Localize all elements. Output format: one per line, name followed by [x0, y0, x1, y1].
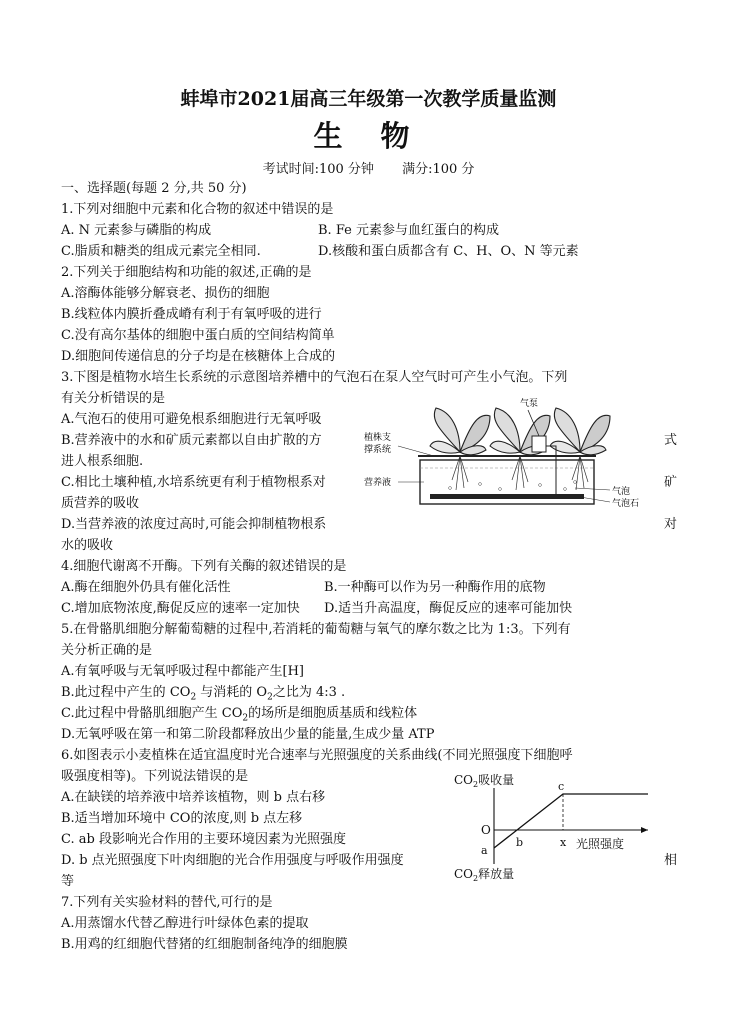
- hydroponic-system-figure: [360, 390, 660, 530]
- exam-title: 蚌埠市2021届高三年级第一次教学质量监测: [180, 88, 557, 110]
- q1-option-a: A. N 元素参与磷脂的构成: [61, 223, 212, 238]
- q5-stem-line2: 关分析正确的是: [61, 643, 153, 658]
- bubble-stone: [430, 494, 584, 499]
- q3-option-b-tail: 式: [664, 433, 678, 448]
- photosynthesis-graph: [448, 770, 658, 882]
- exam-info: [0, 158, 737, 177]
- subject-title: 生 物: [313, 119, 424, 153]
- origin-label: O: [481, 823, 491, 837]
- q2-option-b: B.线粒体内膜折叠成嵴有利于有氧呼吸的进行: [61, 307, 322, 322]
- q7-stem: 7.下列有关实验材料的替代,可行的是: [61, 895, 273, 910]
- q7-option-a: A.用蒸馏水代替乙醇进行叶绿体色素的提取: [61, 916, 309, 931]
- q4-option-d: D.适当升高温度，酶促反应的速率可能加快: [324, 601, 573, 616]
- q3-option-a: A.气泡石的使用可避免根系细胞进行无氧呼吸: [61, 412, 322, 427]
- label-support-2: 撑系统: [364, 445, 392, 455]
- q6-option-d-cont: 等: [61, 874, 75, 889]
- q6-stem-line2: 吸强度相等)。下列说法错误的是: [61, 769, 249, 784]
- q5-option-a: A.有氧呼吸与无氧呼吸过程中都能产生[H]: [61, 664, 305, 679]
- q5-option-d: D.无氧呼吸在第一和第二阶段都释放出少量的能量,生成少量 ATP: [61, 727, 435, 742]
- q3-stem-line1: 3.下图是植物水培生长系统的示意图培养槽中的气泡石在泵人空气时可产生小气泡。下列: [61, 370, 568, 385]
- q7-option-b: B.用鸡的红细胞代替猪的红细胞制备纯净的细胞膜: [61, 937, 348, 952]
- y-axis-label-top: $CO_2$吸收量: [454, 773, 515, 789]
- label-support-1: 植株支: [364, 433, 392, 443]
- label-pump: 气泵: [520, 399, 539, 409]
- q6-stem-line1: 6.如图表示小麦植株在适宜温度时光合速率与光照强度的关系曲线(不同光照强度下细胞呼: [61, 748, 573, 763]
- q6-option-d-tail: 相: [664, 853, 678, 868]
- q6-option-a: A.在缺镁的培养液中培养该植物，则 b 点右移: [61, 790, 326, 805]
- point-a-label: a: [481, 844, 488, 857]
- q4-stem: 4.细胞代谢离不开酶。下列有关酶的叙述错误的是: [61, 559, 347, 574]
- q3-option-b-cont: 进人根系细胞.: [61, 454, 144, 469]
- q5-option-b: B.此过程中产生的 $CO_2$ 与消耗的 $O_2$之比为 4:3 .: [61, 685, 346, 703]
- plant-left: [430, 408, 490, 455]
- point-b-label: b: [516, 836, 524, 849]
- q6-option-c: C. ab 段影响光合作用的主要环境因素为光照强度: [61, 832, 346, 847]
- x-axis-arrow: [641, 827, 648, 833]
- q4-option-c: C.增加底物浓度,酶促反应的速率一定加快: [61, 601, 300, 616]
- label-solution: 营养液: [364, 478, 392, 488]
- q5-stem-line1: 5.在骨骼肌细胞分解葡萄糖的过程中,若消耗的葡萄糖与氧气的摩尔数之比为 1:3。下列有: [61, 622, 571, 637]
- q3-option-c: C.相比土壤种植,水培系统更有利于植物根系对: [61, 475, 326, 490]
- q3-option-b: B.营养液中的水和矿质元素都以自由扩散的方: [61, 433, 322, 448]
- x-axis-label: 光照强度: [576, 837, 625, 851]
- q5-option-c: C.此过程中骨骼肌细胞产生 $CO_2$的场所是细胞质基质和线粒体: [61, 706, 418, 724]
- label-stone: 气泡石: [612, 499, 640, 509]
- support-leader: [398, 446, 434, 456]
- q3-option-c-tail: 矿: [664, 475, 678, 490]
- q1-stem: 1.下列对细胞中元素和化合物的叙述中错误的是: [61, 202, 334, 217]
- q3-option-d-tail: 对: [664, 517, 678, 532]
- q2-option-c: C.没有高尔基体的细胞中蛋白质的空间结构简单: [61, 328, 335, 343]
- q3-option-d-cont: 水的吸收: [61, 538, 114, 553]
- q3-option-d: D.当营养液的浓度过高时,可能会抑制植物根系: [61, 517, 327, 532]
- q4-option-b: B.一种酶可以作为另一种酶作用的底物: [324, 580, 546, 595]
- exam-time: 考试时间:100 分钟: [262, 162, 374, 177]
- y-axis-label-bottom: $CO_2$释放量: [454, 867, 515, 882]
- q6-option-b: B.适当增加环境中 CO的浓度,则 b 点左移: [61, 811, 303, 826]
- q4-option-a: A.酶在细胞外仍具有催化活性: [61, 580, 231, 595]
- label-bubble: 气泡: [612, 487, 631, 497]
- plant-right: [550, 408, 610, 455]
- q1-option-b: B. Fe 元素参与血红蛋白的构成: [318, 223, 499, 238]
- q3-stem-line2: 有关分析错误的是: [61, 391, 166, 406]
- point-c-label: c: [558, 780, 565, 793]
- q1-option-c: C.脂质和糖类的组成元素完全相同.: [61, 244, 261, 259]
- section-heading: 一、选择题(每题 2 分,共 50 分): [61, 181, 247, 196]
- air-pump: [532, 436, 546, 452]
- q6-option-d: D. b 点光照强度下叶肉细胞的光合作用强度与呼吸作用强度: [61, 853, 404, 868]
- q3-option-c-cont: 质营养的吸收: [61, 496, 140, 511]
- q2-option-d: D.细胞间传递信息的分子均是在核糖体上合成的: [61, 349, 336, 364]
- point-x-label: x: [560, 836, 567, 849]
- exam-score: 满分:100 分: [402, 162, 475, 177]
- q2-stem: 2.下列关于细胞结构和功能的叙述,正确的是: [61, 265, 312, 280]
- q1-option-d: D.核酸和蛋白质都含有 C、H、O、N 等元素: [318, 244, 579, 259]
- q2-option-a: A.溶酶体能够分解衰老、损伤的细胞: [61, 286, 270, 301]
